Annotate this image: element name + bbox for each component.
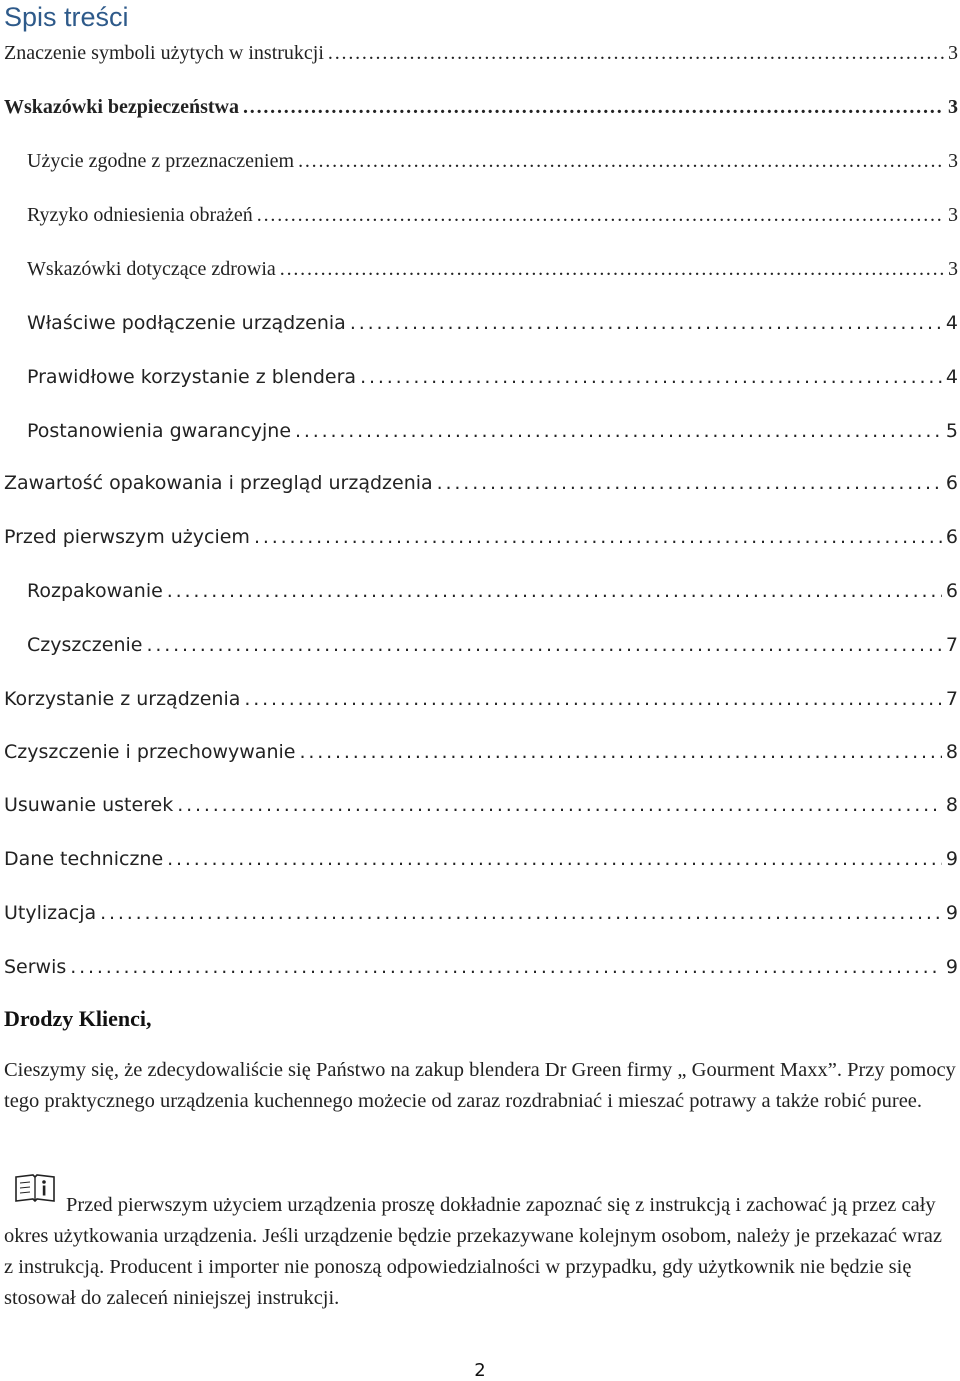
toc-entry[interactable]: [4, 898, 960, 928]
toc-entry[interactable]: [27, 630, 960, 660]
toc-entry-page: 6: [945, 472, 958, 494]
toc-entry-label: Wskazówki dotyczące zdrowia: [27, 258, 276, 280]
toc-leader-dots: [328, 38, 944, 68]
toc-entry-page: 5: [945, 420, 958, 442]
toc-entry-label: Rozpakowanie: [27, 580, 163, 602]
page-number: 2: [474, 1360, 486, 1381]
toc-leader-dots: [280, 254, 944, 284]
toc-entry-page: 3: [948, 150, 958, 172]
toc-entry-label: Użycie zgodne z przeznaczeniem: [27, 150, 295, 172]
toc-entry-page: 6: [945, 580, 958, 602]
toc-entry-page: 7: [945, 634, 958, 656]
toc-entry[interactable]: [27, 200, 960, 230]
toc-entry[interactable]: [27, 146, 960, 176]
toc-leader-dots: [244, 684, 942, 714]
toc-entry[interactable]: [4, 684, 960, 714]
greeting-heading: Drodzy Klienci,: [4, 1006, 152, 1031]
toc-entry-label: Dane techniczne: [4, 848, 164, 870]
toc-entry-label: Przed pierwszym użyciem: [4, 526, 250, 548]
toc-leader-dots: [146, 630, 941, 660]
toc-entry[interactable]: [4, 92, 960, 122]
toc-entry-page: 6: [945, 526, 958, 548]
toc-entry[interactable]: [27, 308, 960, 338]
toc-leader-dots: [70, 952, 942, 982]
toc-entry-page: 9: [945, 902, 958, 924]
toc-entry-page: 9: [945, 848, 958, 870]
toc-leader-dots: [100, 898, 942, 928]
toc-entry-label: Ryzyko odniesienia obrażeń: [27, 204, 253, 226]
toc-entry-page: 9: [945, 956, 958, 978]
toc-entry[interactable]: [4, 737, 960, 767]
toc-entry-page: 8: [945, 741, 958, 763]
toc-entry[interactable]: [4, 468, 960, 498]
toc-entry[interactable]: [27, 254, 960, 284]
toc-entry-page: 4: [945, 366, 958, 388]
toc-entry-label: Właściwe podłączenie urządzenia: [27, 312, 346, 334]
toc-entry[interactable]: [4, 38, 960, 68]
toc-entry[interactable]: [4, 790, 960, 820]
toc-entry-page: 3: [948, 204, 958, 226]
toc-entry-label: Prawidłowe korzystanie z blendera: [27, 366, 357, 388]
toc-leader-dots: [298, 146, 944, 176]
toc-entry-label: Utylizacja: [4, 902, 97, 924]
toc-entry[interactable]: [4, 952, 960, 982]
toc-entry-label: Czyszczenie i przechowywanie: [4, 741, 296, 763]
intro-paragraph: Cieszymy się, że zdecydowaliście się Państwo na zakup blendera Dr Green firmy „ Gourment Maxx”. Przy pomocy tego praktycznego urządzenia kuchennego możecie od zaraz rozdrabniać i mieszać potrawy a także robić puree.: [4, 1059, 956, 1112]
toc-leader-dots: [254, 522, 942, 552]
toc-entry-label: Korzystanie z urządzenia: [4, 688, 241, 710]
toc-leader-dots: [360, 362, 942, 392]
toc-title: Spis treści: [4, 2, 129, 32]
toc-entry-page: 3: [948, 42, 958, 64]
toc-entry-page: 8: [945, 794, 958, 816]
toc-entry-page: 7: [945, 688, 958, 710]
toc-entry-label: Czyszczenie: [27, 634, 143, 656]
toc-entry-page: 3: [948, 258, 958, 280]
toc-entry-label: Zawartość opakowania i przegląd urządzenia: [4, 472, 433, 494]
toc-entry[interactable]: [4, 522, 960, 552]
toc-leader-dots: [167, 576, 942, 606]
toc-entry-label: Znaczenie symboli użytych w instrukcji: [4, 42, 324, 64]
toc-leader-dots: [257, 200, 944, 230]
toc-entry-label: Usuwanie usterek: [4, 794, 174, 816]
toc-entry-label: Postanowienia gwarancyjne: [27, 420, 292, 442]
toc-entry-label: Serwis: [4, 956, 67, 978]
toc-entry[interactable]: [27, 576, 960, 606]
toc-leader-dots: [299, 737, 941, 767]
toc-leader-dots: [350, 308, 942, 338]
toc-leader-dots: [167, 844, 942, 874]
toc-entry-page: 3: [948, 96, 958, 118]
toc-leader-dots: [177, 790, 942, 820]
toc-leader-dots: [437, 468, 942, 498]
toc-entry-page: 4: [945, 312, 958, 334]
toc-entry[interactable]: [27, 416, 960, 446]
toc-leader-dots: [243, 92, 944, 122]
toc-entry[interactable]: [27, 362, 960, 392]
instructions-paragraph: Przed pierwszym użyciem urządzenia proszę dokładnie zapoznać się z instrukcją i zachować ją przez cały okres użytkowania urządzenia. Jeśli urządzenie będzie przekazywane kolejnym osobom, należy je przekazać wraz z instrukcją. Producent i importer nie ponoszą odpowiedzialności w przypadku, gdy użytkownik nie będzie się stosował do zaleceń niniejszej instrukcji.: [4, 1194, 942, 1309]
toc-entry[interactable]: [4, 844, 960, 874]
toc-leader-dots: [295, 416, 942, 446]
toc-entry-label: Wskazówki bezpieczeństwa: [4, 96, 239, 118]
